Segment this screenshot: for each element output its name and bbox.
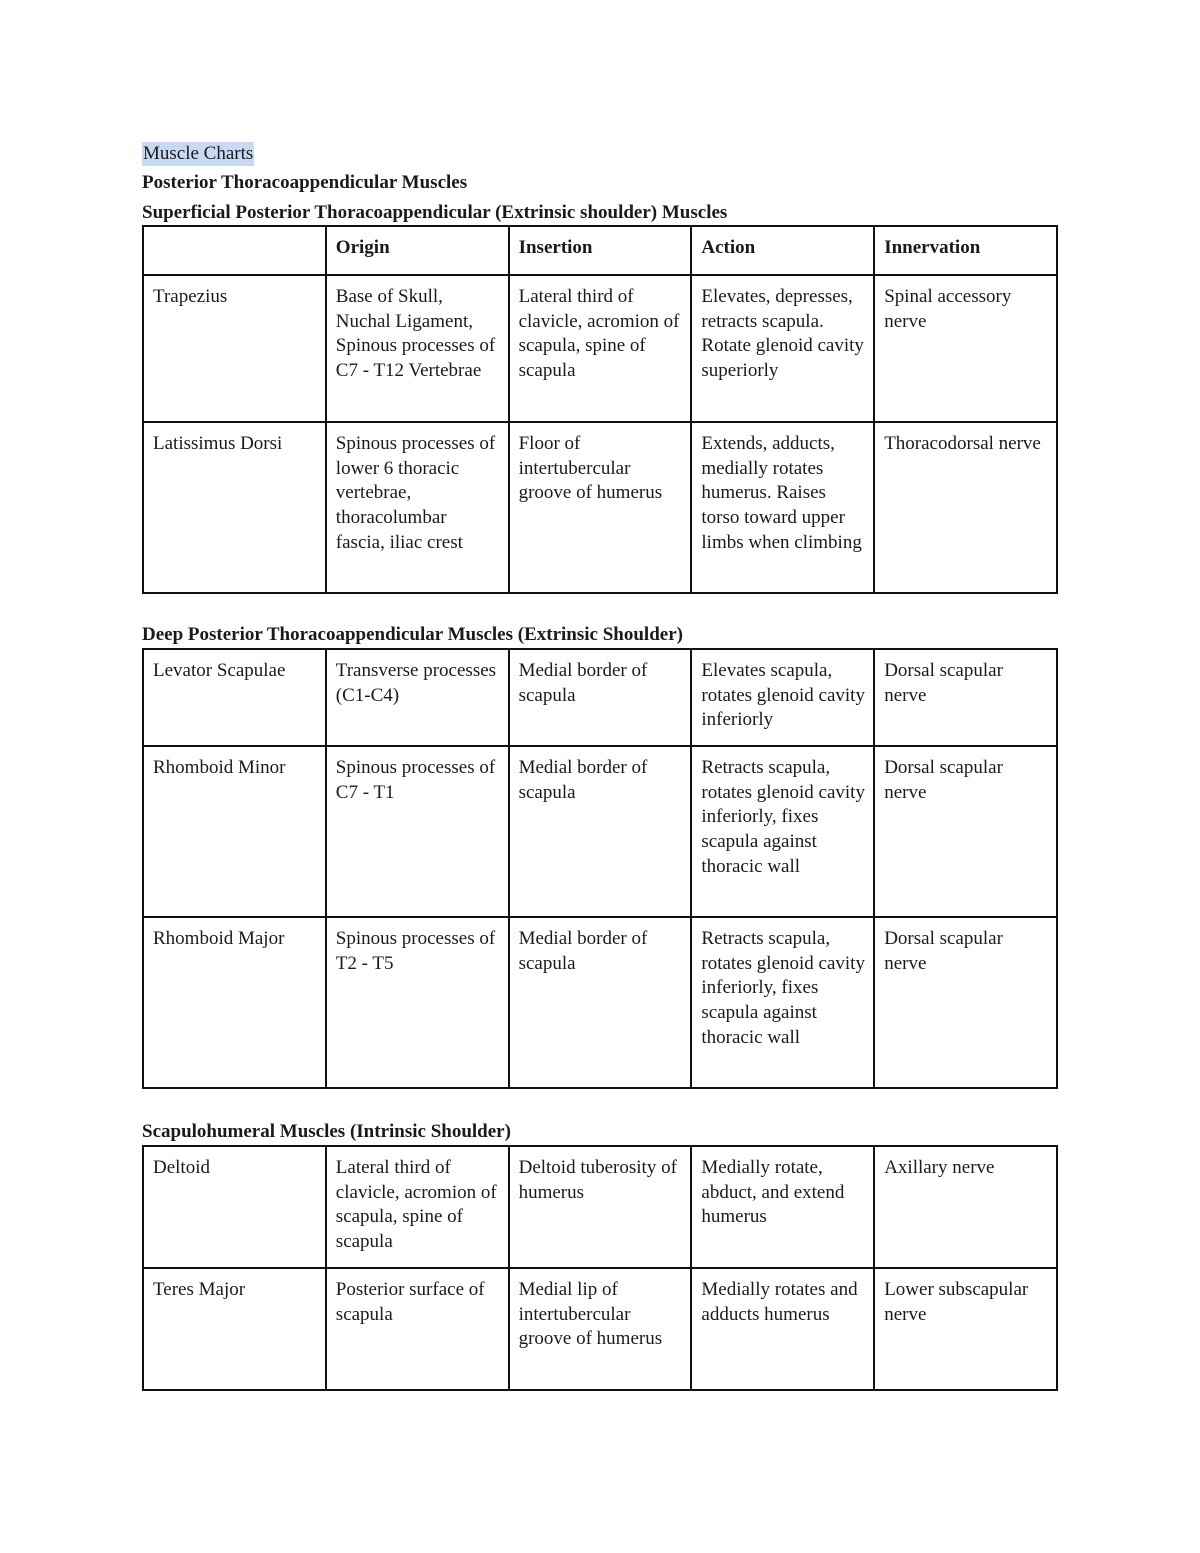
table-row xyxy=(143,1268,1057,1390)
origin-cell: Spinous processes of C7 - T1 xyxy=(326,746,509,917)
section-heading: Posterior Thoracoappendicular Muscles xyxy=(142,172,468,193)
innervation-cell: Lower subscapular nerve xyxy=(874,1268,1057,1390)
insertion-cell: Medial border of scapula xyxy=(509,917,692,1088)
table-row xyxy=(143,917,1057,1088)
column-header-innervation: Innervation xyxy=(874,226,1057,275)
innervation-cell: Dorsal scapular nerve xyxy=(874,917,1057,1088)
origin-cell: Transverse processes (C1-C4) xyxy=(326,649,509,746)
innervation-cell: Dorsal scapular nerve xyxy=(874,746,1057,917)
origin-cell: Lateral third of clavicle, acromion of scapula, spine of scapula xyxy=(326,1146,509,1268)
origin-cell: Posterior surface of scapula xyxy=(326,1268,509,1390)
column-header-muscle xyxy=(143,226,326,275)
action-cell: Elevates scapula, rotates glenoid cavity inferiorly xyxy=(691,649,874,746)
document-title: Muscle Charts xyxy=(143,143,254,164)
superficial-muscles-table xyxy=(142,225,1058,594)
innervation-cell: Thoracodorsal nerve xyxy=(874,422,1057,593)
action-cell: Retracts scapula, rotates glenoid cavity inferiorly, fixes scapula against thoracic wall xyxy=(691,746,874,917)
superficial-heading: Superficial Posterior Thoracoappendicular (Extrinsic shoulder) Muscles xyxy=(142,202,728,223)
scapulohumeral-muscles-table xyxy=(142,1145,1058,1391)
innervation-cell: Axillary nerve xyxy=(874,1146,1057,1268)
deep-muscles-table xyxy=(142,648,1058,1089)
insertion-cell: Floor of intertubercular groove of humerus xyxy=(509,422,692,593)
table-header-row xyxy=(143,226,1057,275)
column-header-action: Action xyxy=(691,226,874,275)
action-cell: Medially rotate, abduct, and extend humerus xyxy=(691,1146,874,1268)
insertion-cell: Medial lip of intertubercular groove of humerus xyxy=(509,1268,692,1390)
column-header-insertion: Insertion xyxy=(509,226,692,275)
table-row xyxy=(143,275,1057,422)
column-header-origin: Origin xyxy=(326,226,509,275)
muscle-name-cell: Trapezius xyxy=(143,275,326,422)
deep-heading: Deep Posterior Thoracoappendicular Muscles (Extrinsic Shoulder) xyxy=(142,624,683,645)
innervation-cell: Dorsal scapular nerve xyxy=(874,649,1057,746)
table-row xyxy=(143,1146,1057,1268)
action-cell: Retracts scapula, rotates glenoid cavity inferiorly, fixes scapula against thoracic wall xyxy=(691,917,874,1088)
insertion-cell: Medial border of scapula xyxy=(509,746,692,917)
muscle-name-cell: Rhomboid Minor xyxy=(143,746,326,917)
muscle-name-cell: Teres Major xyxy=(143,1268,326,1390)
scapulohumeral-heading: Scapulohumeral Muscles (Intrinsic Shoulder) xyxy=(142,1121,511,1142)
action-cell: Elevates, depresses, retracts scapula. Rotate glenoid cavity superiorly xyxy=(691,275,874,422)
insertion-cell: Deltoid tuberosity of humerus xyxy=(509,1146,692,1268)
action-cell: Medially rotates and adducts humerus xyxy=(691,1268,874,1390)
innervation-cell: Spinal accessory nerve xyxy=(874,275,1057,422)
table-row xyxy=(143,422,1057,593)
origin-cell: Spinous processes of T2 - T5 xyxy=(326,917,509,1088)
action-cell: Extends, adducts, medially rotates humerus. Raises torso toward upper limbs when climbing xyxy=(691,422,874,593)
origin-cell: Spinous processes of lower 6 thoracic vertebrae, thoracolumbar fascia, iliac crest xyxy=(326,422,509,593)
muscle-name-cell: Latissimus Dorsi xyxy=(143,422,326,593)
table-row xyxy=(143,746,1057,917)
insertion-cell: Medial border of scapula xyxy=(509,649,692,746)
muscle-name-cell: Levator Scapulae xyxy=(143,649,326,746)
table-row xyxy=(143,649,1057,746)
origin-cell: Base of Skull, Nuchal Ligament, Spinous processes of C7 - T12 Vertebrae xyxy=(326,275,509,422)
insertion-cell: Lateral third of clavicle, acromion of scapula, spine of scapula xyxy=(509,275,692,422)
muscle-name-cell: Rhomboid Major xyxy=(143,917,326,1088)
muscle-name-cell: Deltoid xyxy=(143,1146,326,1268)
